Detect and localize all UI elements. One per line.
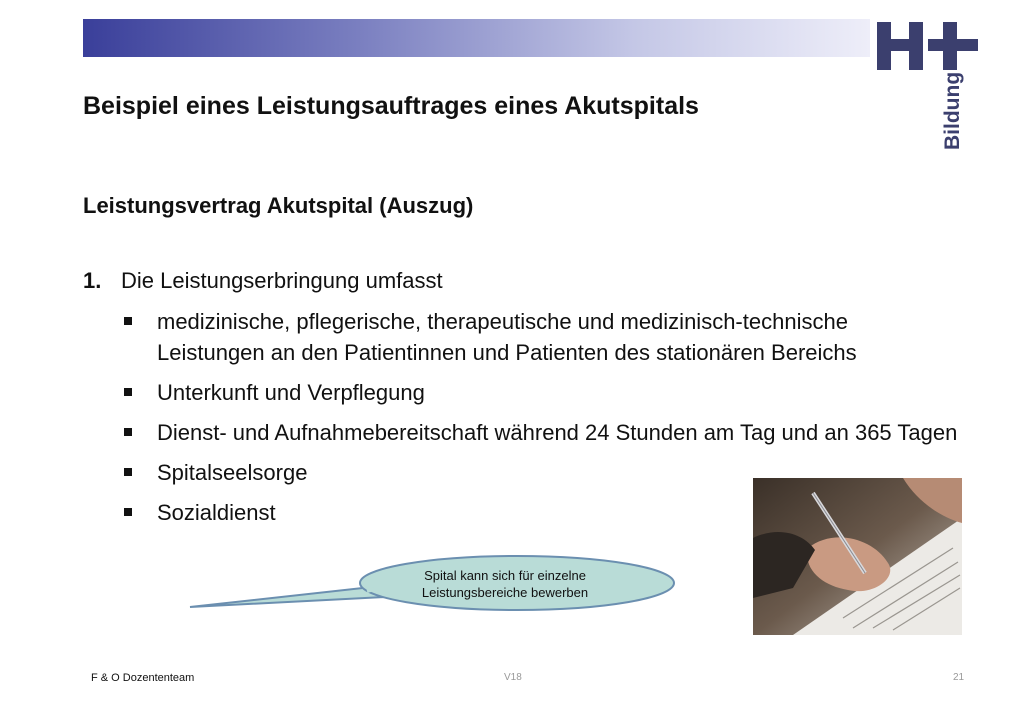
callout-text [360,567,650,601]
bullet-item [120,417,970,448]
bullet-text: Spitalseelsorge [157,460,308,485]
signing-document-photo [753,478,962,635]
square-bullet-icon [124,317,132,325]
footer-version: V18 [504,672,522,683]
slide-title: Beispiel eines Leistungsauftrages eines Akutspitals [83,92,699,120]
square-bullet-icon [124,508,132,516]
hplus-bildung-logo [875,20,985,160]
bullet-text: Dienst- und Aufnahmebereitschaft während 24 Stunden am Tag und an 365 Tagen [157,420,958,445]
item-text: Die Leistungserbringung umfasst [121,268,443,293]
numbered-item [83,268,443,294]
bullet-text: Unterkunft und Verpflegung [157,380,425,405]
logo-subtext: Bildung [941,71,964,150]
bullet-text: Sozialdienst [157,500,276,525]
page-number: 21 [953,672,965,683]
bullet-item [120,306,907,368]
bullet-item [120,377,970,408]
bullet-text: medizinische, pflegerische, therapeutische und medizinisch-technische Leistungen an den Patientinnen und Patienten des stationären Bereichs [157,309,857,365]
footer-author: F & O Dozententeam [91,672,195,684]
square-bullet-icon [124,428,132,436]
callout-line: Leistungsbereiche bewerben [421,585,589,600]
square-bullet-icon [124,388,132,396]
square-bullet-icon [124,468,132,476]
header-gradient-bar [83,19,870,57]
item-number: 1. [83,268,102,293]
callout-line: Spital kann sich für einzelne [424,568,586,583]
slide-subtitle: Leistungsvertrag Akutspital (Auszug) [83,193,474,218]
